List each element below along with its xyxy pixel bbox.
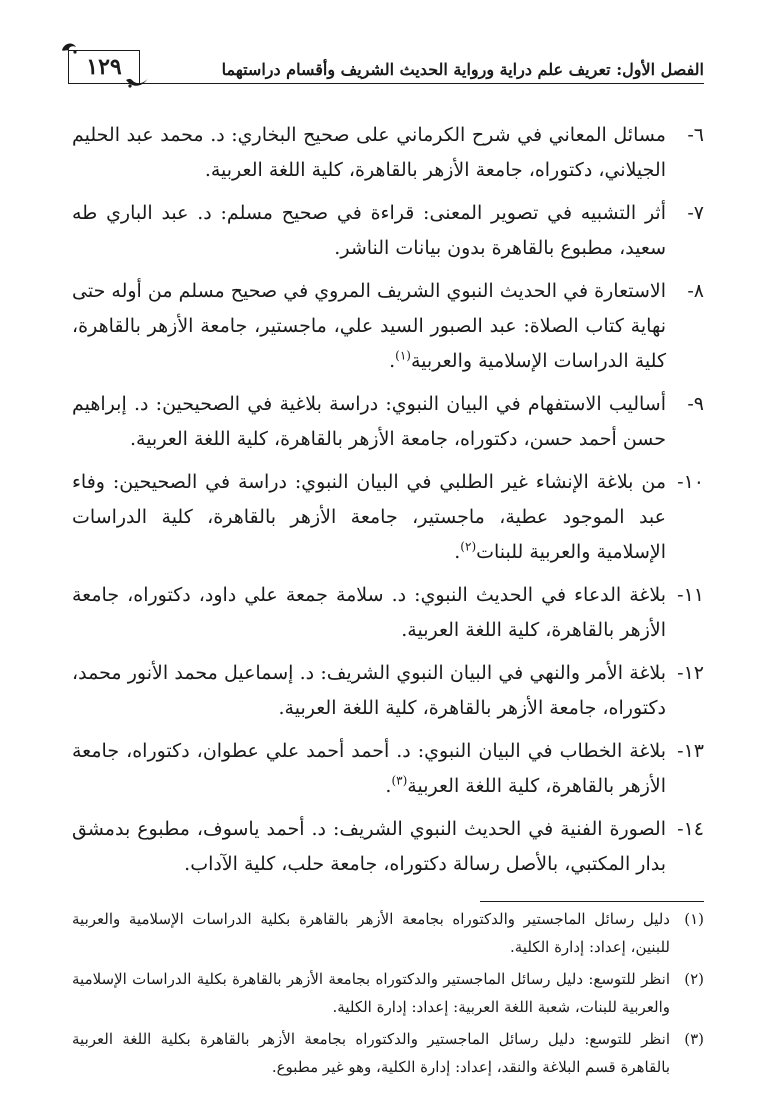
list-item: [72, 734, 704, 804]
footnote-reference[interactable]: (٣): [391, 773, 408, 788]
item-end-punct: .: [454, 541, 461, 563]
footnote-number: (٢): [684, 970, 704, 988]
footnote-reference[interactable]: (٢): [460, 539, 477, 554]
footnote: [72, 905, 704, 961]
item-text: أثر التشبيه في تصوير المعنى: قراءة في صحيح مسلم: د. عبد الباري طه سعيد، مطبوع بالقاهرة بدون بيانات الناشر.: [72, 202, 666, 259]
item-text-wrap: [72, 274, 666, 379]
item-number: ١٢-: [677, 662, 704, 684]
item-number: ٩-: [687, 393, 704, 415]
footnote-number: (٣): [684, 1030, 704, 1048]
item-number: ٦-: [687, 124, 704, 146]
page-number: ١٢٩: [86, 54, 122, 80]
list-item: [72, 274, 704, 379]
item-number: ٧-: [687, 202, 704, 224]
item-number: ١٣-: [677, 740, 704, 762]
item-text: أساليب الاستفهام في البيان النبوي: دراسة بلاغية في الصحيحين: د. إبراهيم حسن أحمد حسن، دكتوراه، جامعة الأزهر بالقاهرة، كلية اللغة العربية.: [72, 393, 666, 450]
item-number: ١٠-: [677, 471, 704, 493]
page-header: [68, 42, 704, 92]
list-item: [72, 118, 704, 188]
list-item: [72, 387, 704, 457]
list-item: [72, 656, 704, 726]
item-end-punct: .: [385, 775, 392, 797]
footnote-separator: [480, 901, 704, 902]
list-item: [72, 196, 704, 266]
item-text: بلاغة الدعاء في الحديث النبوي: د. سلامة جمعة علي داود، دكتوراه، جامعة الأزهر بالقاهرة، كلية اللغة العربية.: [72, 584, 666, 641]
item-text-wrap: [72, 734, 666, 804]
header-rule: [140, 83, 704, 84]
item-text: مسائل المعاني في شرح الكرماني على صحيح البخاري: د. محمد عبد الحليم الجيلاني، دكتوراه، جامعة الأزهر بالقاهرة، كلية اللغة العربية.: [72, 124, 666, 181]
item-text: بلاغة الخطاب في البيان النبوي: د. أحمد أحمد علي عطوان، دكتوراه، جامعة الأزهر بالقاهرة، كلية اللغة العربية: [72, 740, 666, 797]
item-text-wrap: [72, 465, 666, 570]
footnote: [72, 965, 704, 1021]
footnotes: [72, 905, 704, 1085]
running-title: الفصل الأول: تعريف علم دراية ورواية الحديث الشريف وأقسام دراستهما: [221, 60, 704, 79]
item-number: ١١-: [677, 584, 704, 606]
item-text: الصورة الفنية في الحديث النبوي الشريف: د. أحمد ياسوف، مطبوع بدمشق بدار المكتبي، بالأصل رسالة دكتوراه، جامعة حلب، كلية الآداب.: [72, 818, 666, 875]
item-text: بلاغة الأمر والنهي في البيان النبوي الشريف: د. إسماعيل محمد الأنور محمد، دكتوراه، جامعة الأزهر بالقاهرة، كلية اللغة العربية.: [72, 662, 666, 719]
item-number: ٨-: [687, 280, 704, 302]
list-item: [72, 578, 704, 648]
footnote-reference[interactable]: (١): [395, 348, 411, 363]
footnote-number: (١): [684, 910, 704, 928]
footnote-text: دليل رسائل الماجستير والدكتوراه بجامعة الأزهر بالقاهرة بكلية الدراسات الإسلامية والعربية للبنين، إعداد: إدارة الكلية.: [72, 910, 670, 956]
list-item: [72, 812, 704, 882]
footnote-text: انظر للتوسع: دليل رسائل الماجستير والدكتوراه بجامعة الأزهر بالقاهرة بكلية اللغة العربية بالقاهرة قسم البلاغة والنقد، إعداد: إدارة الكلية، وهو غير مطبوع.: [72, 1030, 670, 1076]
footnote: [72, 1025, 704, 1081]
bibliography-list: [72, 118, 704, 890]
item-text: من بلاغة الإنشاء غير الطلبي في البيان النبوي: دراسة في الصحيحين: وفاء عبد الموجود عطية، ماجستير، جامعة الأزهر بالقاهرة، كلية الدراسات الإسلامية والعربية للبنات: [72, 471, 666, 563]
footnote-text: انظر للتوسع: دليل رسائل الماجستير والدكتوراه بجامعة الأزهر بالقاهرة بكلية الدراسات الإسلامية والعربية للبنات، شعبة اللغة العربية: إعداد: إدارة الكلية.: [72, 970, 670, 1016]
item-number: ١٤-: [677, 818, 704, 840]
item-end-punct: .: [389, 350, 396, 372]
item-text: الاستعارة في الحديث النبوي الشريف المروي في صحيح مسلم من أوله حتى نهاية كتاب الصلاة: عبد الصبور السيد علي، ماجستير، جامعة الأزهر بالقاهرة، كلية الدراسات الإسلامية والعربية: [72, 280, 666, 372]
list-item: [72, 465, 704, 570]
